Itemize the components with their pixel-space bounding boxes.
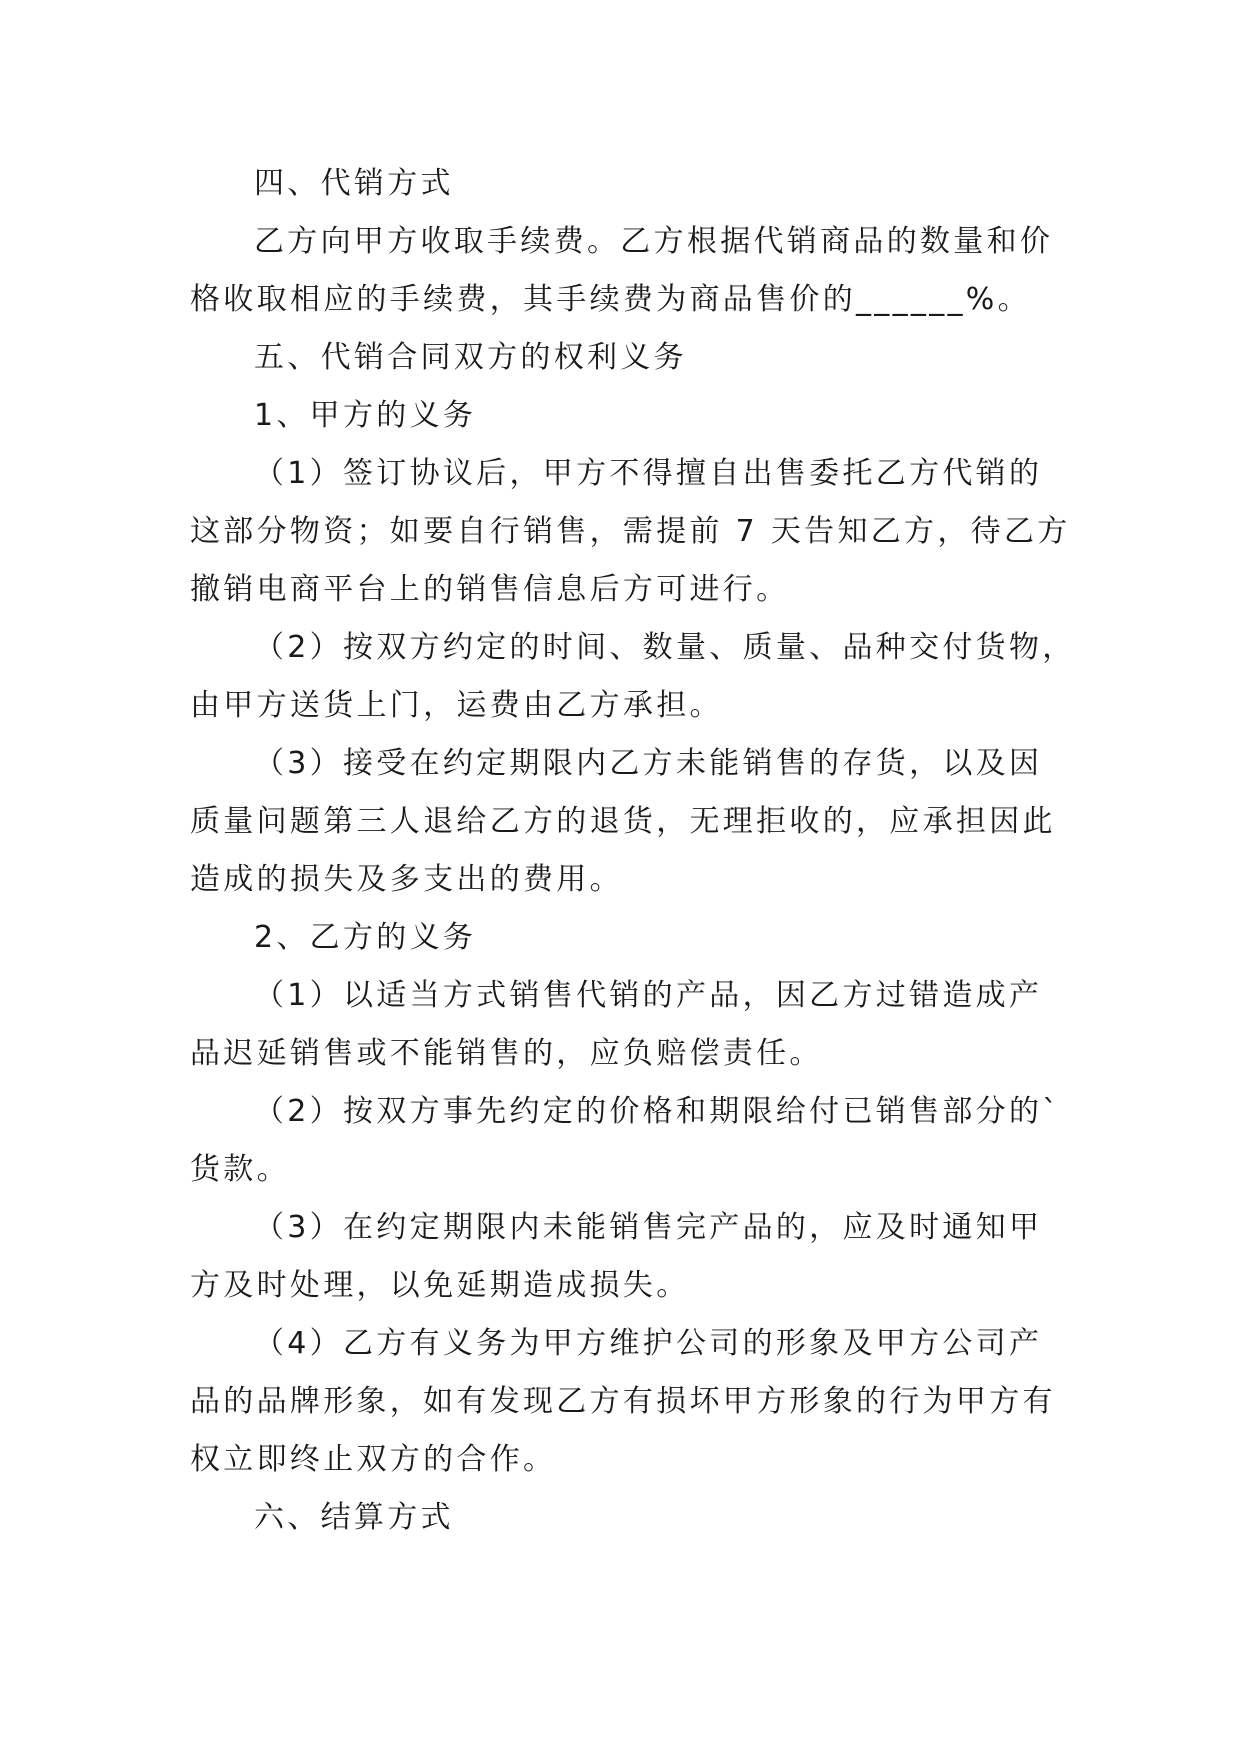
paragraph-line: 货款。 [190,1152,290,1187]
paragraph-line: 由甲方送货上门，运费由乙方承担。 [190,688,723,723]
paragraph-line: 乙方向甲方收取手续费。乙方根据代销商品的数量和价 [254,224,1054,259]
paragraph-line: 这部分物资；如要自行销售，需提前 7 天告知乙方，待乙方 [190,514,1071,549]
subsection-heading: 2、乙方的义务 [254,920,477,955]
paragraph-line: 方及时处理，以免延期造成损失。 [190,1268,690,1303]
paragraph-line: 格收取相应的手续费，其手续费为商品售价的______%。 [190,282,1031,317]
paragraph-line: （2）按双方事先约定的价格和期限给付已销售部分的` [254,1094,1061,1129]
paragraph-line: 品的品牌形象，如有发现乙方有损坏甲方形象的行为甲方有 [190,1384,1056,1419]
section-heading: 六、结算方式 [254,1500,454,1535]
section-heading: 五、代销合同双方的权利义务 [254,340,687,375]
paragraph-line: 撤销电商平台上的销售信息后方可进行。 [190,572,790,607]
paragraph-line: （3）在约定期限内未能销售完产品的，应及时通知甲 [254,1210,1043,1245]
paragraph-line: （1）以适当方式销售代销的产品，因乙方过错造成产 [254,978,1043,1013]
subsection-heading: 1、甲方的义务 [254,398,477,433]
section-heading: 四、代销方式 [254,166,454,201]
paragraph-line: （4）乙方有义务为甲方维护公司的形象及甲方公司产 [254,1326,1043,1361]
paragraph-line: 权立即终止双方的合作。 [190,1442,557,1477]
paragraph-line: 品迟延销售或不能销售的，应负赔偿责任。 [190,1036,823,1071]
paragraph-line: 造成的损失及多支出的费用。 [190,862,623,897]
paragraph-line: 质量问题第三人退给乙方的退货，无理拒收的，应承担因此 [190,804,1056,839]
paragraph-line: （1）签订协议后，甲方不得擅自出售委托乙方代销的 [254,456,1043,491]
paragraph-line: （3）接受在约定期限内乙方未能销售的存货，以及因 [254,746,1043,781]
paragraph-line: （2）按双方约定的时间、数量、质量、品种交付货物， [254,630,1076,665]
